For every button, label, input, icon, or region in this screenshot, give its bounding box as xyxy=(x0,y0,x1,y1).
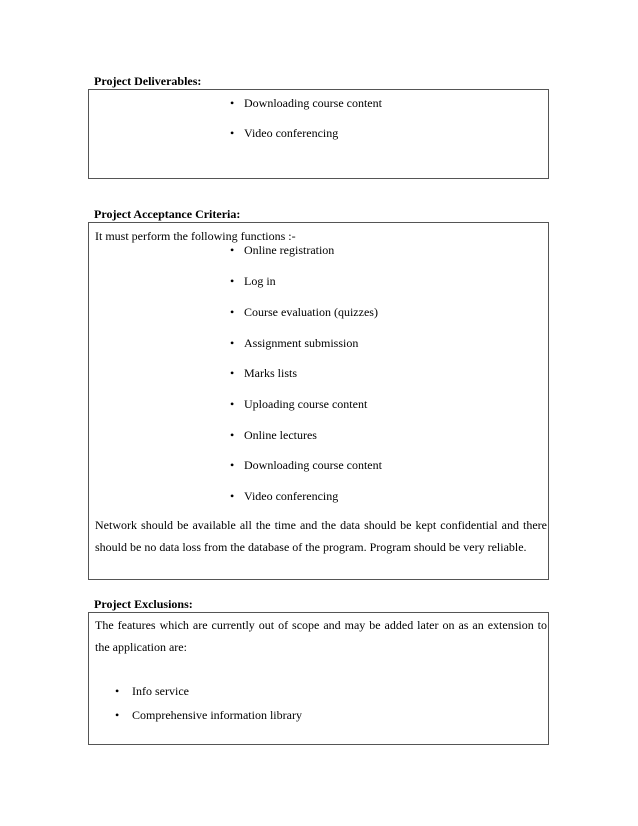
bullet-icon: • xyxy=(230,274,235,288)
bullet-icon: • xyxy=(230,96,235,110)
bullet-icon: • xyxy=(230,126,235,140)
bullet-icon: • xyxy=(230,397,235,411)
bullet-icon: • xyxy=(230,489,235,503)
deliverables-box: • Downloading course content • Video conferencing xyxy=(88,89,549,179)
bullet-icon: • xyxy=(230,366,235,380)
exclusions-intro: The features which are currently out of scope and may be added later on as an extension to the application are: xyxy=(95,618,547,654)
bullet-icon: • xyxy=(115,708,120,722)
bullet-icon: • xyxy=(230,243,235,257)
bullet-icon: • xyxy=(230,336,235,350)
exclusions-box: The features which are currently out of scope and may be added later on as an extension to the application are: • Info service • Comprehensive information library xyxy=(88,612,549,745)
bullet-icon: • xyxy=(230,428,235,442)
acceptance-paragraph: Network should be available all the time and the data should be kept confidential and there should be no data loss from the database of the program. Program should be very reliable. xyxy=(95,518,547,554)
acceptance-heading: Project Acceptance Criteria: xyxy=(94,207,241,221)
acceptance-box: It must perform the following functions :- • Online registration • Log in • Course evaluation (quizzes) • Assignment submission • Marks lists • Uploading course content • Online lectures • Downloading course content • Video conferencing Network should be available all the time and the data should be kept confidential and there should be no data loss from the database of the program. Program should be very reliable. xyxy=(88,222,549,580)
deliverables-heading: Project Deliverables: xyxy=(94,74,202,88)
bullet-icon: • xyxy=(230,305,235,319)
bullet-icon: • xyxy=(230,458,235,472)
exclusions-heading: Project Exclusions: xyxy=(94,597,193,611)
bullet-icon: • xyxy=(115,684,120,698)
acceptance-intro: It must perform the following functions :- xyxy=(95,229,296,243)
